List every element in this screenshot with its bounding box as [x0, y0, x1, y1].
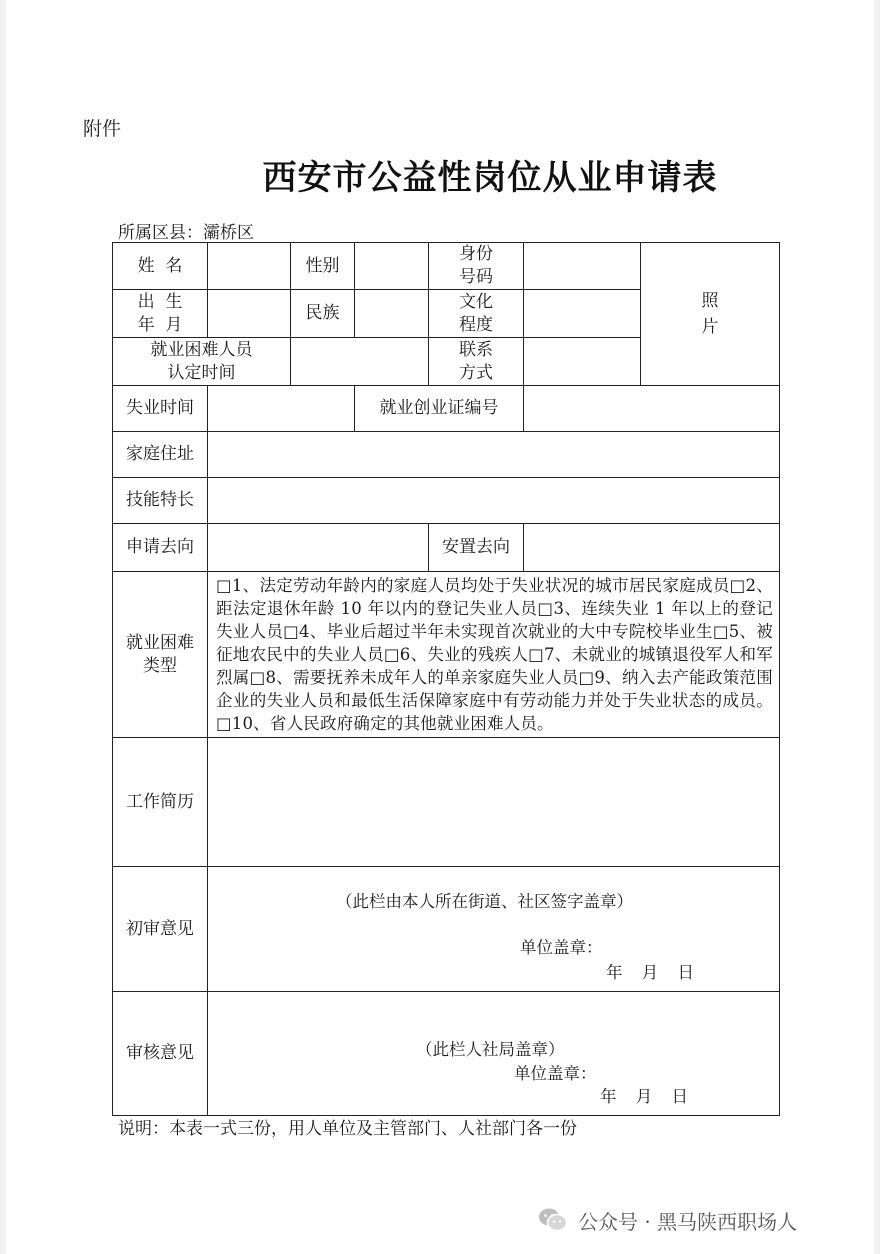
hardship-date-field[interactable]: [291, 338, 429, 386]
final-review-date: 年 月 日: [600, 1086, 688, 1106]
initial-review-box[interactable]: [208, 867, 780, 992]
name-field[interactable]: [208, 243, 291, 290]
final-review-note: （此栏人社局盖章）: [416, 1039, 565, 1059]
watermark-text: 公众号 · 黑马陕西职场人: [578, 1209, 798, 1234]
district-label: 所属区县：灞桥区: [118, 223, 254, 243]
placement-destination-field[interactable]: [524, 524, 780, 572]
education-label: 文化 程度: [429, 290, 524, 338]
work-history-field[interactable]: [208, 738, 780, 867]
employment-cert-label: 就业创业证编号: [355, 386, 524, 432]
initial-review-date: 年 月 日: [606, 962, 694, 982]
initial-review-stamp: 单位盖章：: [520, 937, 603, 957]
hardship-type-label: 就业困难 类型: [113, 572, 208, 738]
birth-label: 出 生 年 月: [113, 290, 208, 338]
contact-field[interactable]: [524, 338, 641, 386]
final-review-stamp: 单位盖章：: [514, 1063, 597, 1083]
skills-field[interactable]: [208, 478, 780, 524]
form-note: 说明：本表一式三份，用人单位及主管部门、人社部门各一份: [118, 1119, 577, 1139]
application-destination-label: 申请去向: [113, 524, 208, 572]
ethnicity-label: 民族: [291, 290, 355, 338]
form-title: 西安市公益性岗位从业申请表: [262, 158, 718, 198]
application-form-table: [112, 242, 780, 1116]
home-address-label: 家庭住址: [113, 432, 208, 478]
unemployment-time-label: 失业时间: [113, 386, 208, 432]
placement-destination-label: 安置去向: [429, 524, 524, 572]
name-label: 姓 名: [113, 243, 208, 290]
work-history-label: 工作简历: [113, 738, 208, 867]
initial-review-label: 初审意见: [113, 867, 208, 992]
gender-label: 性别: [291, 243, 355, 290]
hardship-type-options[interactable]: □1、法定劳动年龄内的家庭人员均处于失业状况的城市居民家庭成员□2、距法定退休年龄 10 年以内的登记失业人员□3、连续失业 1 年以上的登记失业人员□4、毕业后超过半年未实现首次就业的大中专院校毕业生□5、被征地农民中的失业人员□6、失业的残疾人□7、未就业的城镇退役军人和军烈属□8、需要抚养未成年人的单亲家庭失业人员□9、纳入去产能政策范围企业的失业人员和最低生活保障家庭中有劳动能力并处于失业状态的成员。□10、省人民政府确定的其他就业困难人员。: [208, 572, 780, 738]
skills-label: 技能特长: [113, 478, 208, 524]
id-number-label: 身份 号码: [429, 243, 524, 290]
education-field[interactable]: [524, 290, 641, 338]
home-address-field[interactable]: [208, 432, 780, 478]
contact-label: 联系 方式: [429, 338, 524, 386]
employment-cert-field[interactable]: [524, 386, 780, 432]
application-destination-field[interactable]: [208, 524, 429, 572]
final-review-label: 审核意见: [113, 992, 208, 1116]
id-number-field[interactable]: [524, 243, 641, 290]
birth-field[interactable]: [208, 290, 291, 338]
attachment-label: 附件: [83, 118, 122, 140]
hardship-date-label: 就业困难人员 认定时间: [113, 338, 291, 386]
ethnicity-field[interactable]: [355, 290, 429, 338]
wechat-icon: [538, 1207, 568, 1233]
photo-box[interactable]: [641, 243, 780, 386]
photo-label: 照 片: [701, 291, 719, 337]
gender-field[interactable]: [355, 243, 429, 290]
initial-review-note: （此栏由本人所在街道、社区签字盖章）: [336, 891, 633, 911]
watermark: [538, 1204, 797, 1236]
final-review-box[interactable]: [208, 992, 780, 1116]
unemployment-time-field[interactable]: [208, 386, 355, 432]
